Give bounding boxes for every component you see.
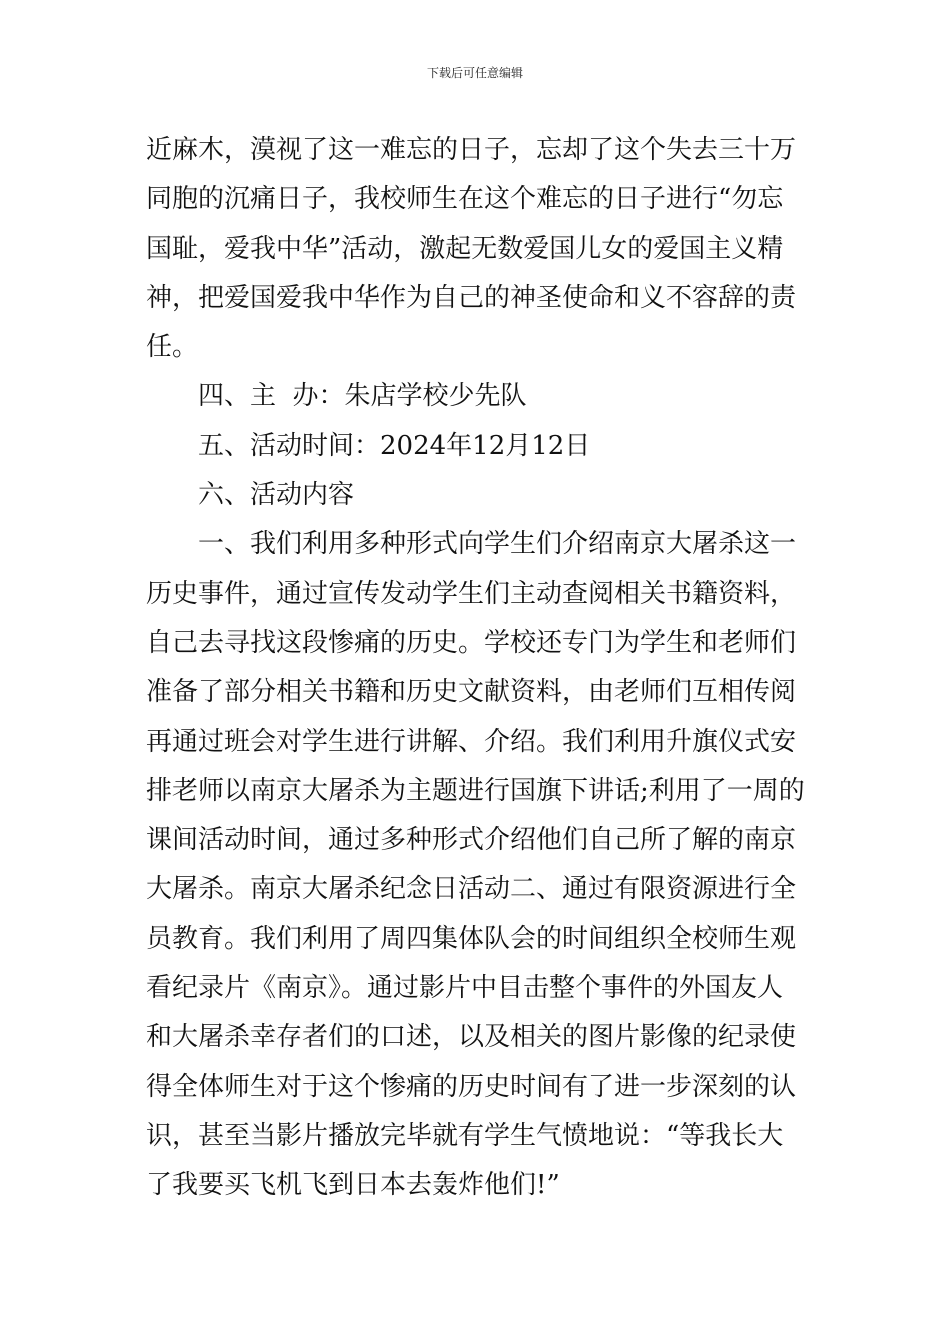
detail-line: 了我要买飞机飞到日本去轰炸他们!” xyxy=(146,1170,560,1201)
intro-line: 近麻木，漠视了这一难忘的日子，忘却了这个失去三十万 xyxy=(146,135,797,165)
document-body xyxy=(146,126,806,1211)
detail-line: 历史事件，通过宣传发动学生们主动查阅相关书籍资料， xyxy=(146,578,797,609)
detail-line: 排老师以南京大屠杀为主题进行国旗下讲话;利用了一周的 xyxy=(146,775,805,806)
page-header: 下载后可任意编辑 xyxy=(426,66,523,80)
section-content-heading: 六、活动内容 xyxy=(198,480,355,511)
detail-line: 看纪录片《南京》。通过影片中目击整个事件的外国友人 xyxy=(146,973,784,1004)
intro-line: 任。 xyxy=(146,332,199,363)
detail-line: 和大屠杀幸存者们的口述，以及相关的图片影像的纪录使 xyxy=(146,1022,797,1053)
detail-line: 员教育。我们利用了周四集体队会的时间组织全校师生观 xyxy=(146,923,797,954)
intro-line: 神，把爱国爱我中华作为自己的神圣使命和义不容辞的责 xyxy=(146,282,797,313)
detail-line: 得全体师生对于这个惨痛的历史时间有了进一步深刻的认 xyxy=(146,1071,797,1102)
detail-line: 自己去寻找这段惨痛的历史。学校还专门为学生和老师们 xyxy=(146,627,797,658)
detail-line: 识，甚至当影片播放完毕就有学生气愤地说：“等我长大 xyxy=(146,1120,784,1151)
detail-line: 准备了部分相关书籍和历史文献资料，由老师们互相传阅 xyxy=(146,677,797,708)
intro-line: 国耻，爱我中华”活动，激起无数爱国儿女的爱国主义精 xyxy=(146,233,784,264)
detail-line: 再通过班会对学生进行讲解、介绍。我们利用升旗仪式安 xyxy=(146,726,797,757)
detail-line: 大屠杀。南京大屠杀纪念日活动二、通过有限资源进行全 xyxy=(146,874,797,905)
detail-line: 课间活动时间，通过多种形式介绍他们自己所了解的南京 xyxy=(146,825,797,856)
section-host: 四、主 办：朱店学校少先队 xyxy=(198,381,527,412)
detail-line: 一、我们利用多种形式向学生们介绍南京大屠杀这一 xyxy=(198,529,797,560)
section-time: 五、活动时间：2024年12月12日 xyxy=(198,430,591,461)
intro-line: 同胞的沉痛日子，我校师生在这个难忘的日子进行“勿忘 xyxy=(146,184,784,215)
